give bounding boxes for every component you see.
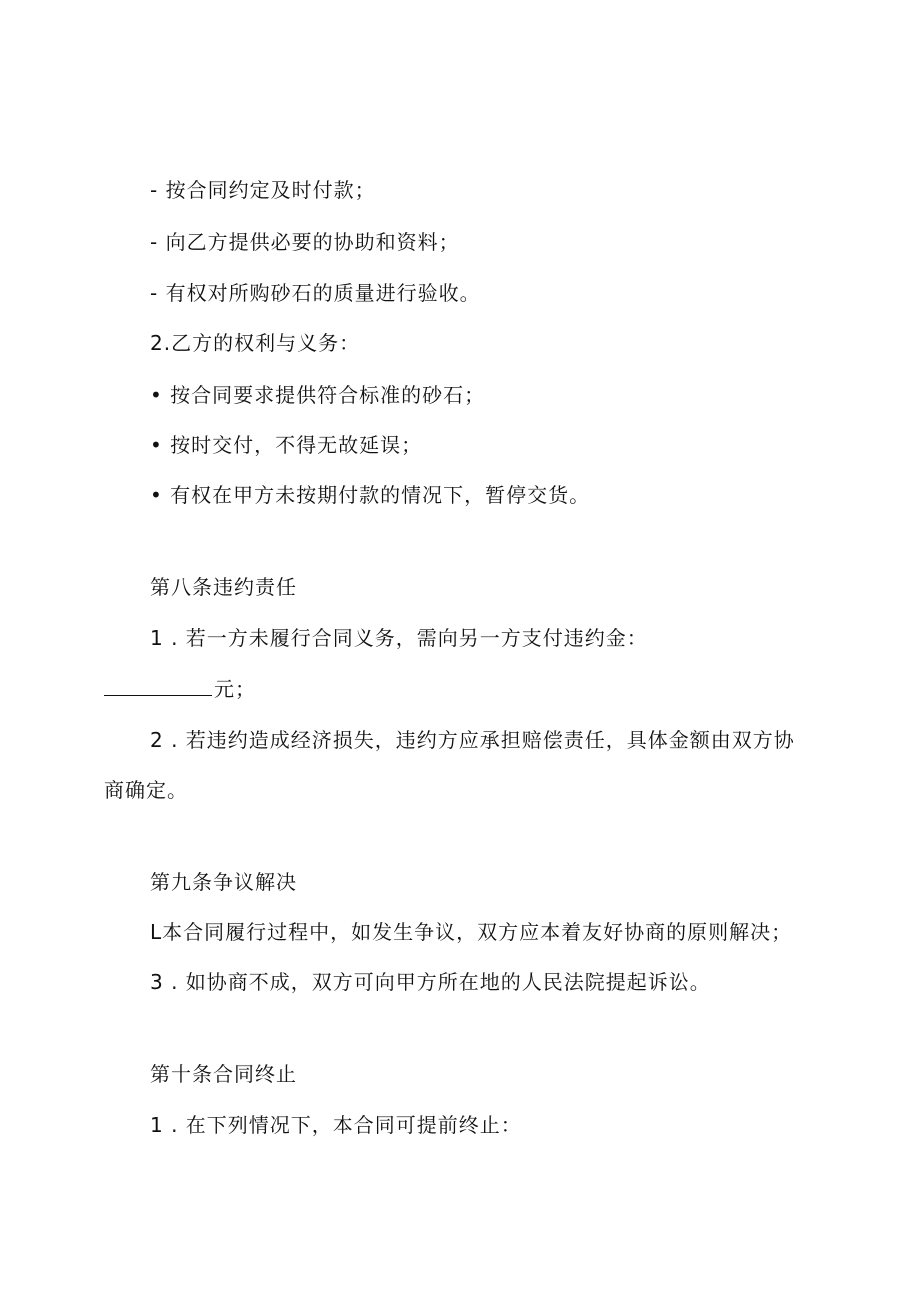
article-9-item-1: L本合同履行过程中，如发生争议，双方应本着友好协商的原则解决；	[150, 920, 793, 944]
party-b-duty-3: • 有权在甲方未按期付款的情况下，暂停交货。	[150, 483, 591, 507]
article-9-item-3: 3 . 如协商不成，双方可向甲方所在地的人民法院提起诉讼。	[150, 970, 711, 994]
article-8-title: 第八条违约责任	[150, 575, 297, 599]
article-10-title: 第十条合同终止	[150, 1062, 297, 1086]
article-10-item-1: 1 . 在下列情况下，本合同可提前终止：	[150, 1113, 522, 1137]
article-8-item-2: 2 . 若违约造成经济损失，违约方应承担赔偿责任，具体金额由双方协	[150, 728, 795, 752]
party-b-heading: 2.乙方的权利与义务：	[150, 331, 361, 355]
party-b-duty-2: • 按时交付，不得无故延误；	[150, 433, 423, 457]
article-9-title: 第九条争议解决	[150, 870, 297, 894]
party-a-duty-2: - 向乙方提供必要的协助和资料；	[150, 230, 460, 254]
penalty-amount-line	[104, 675, 256, 703]
party-a-duty-1: - 按合同约定及时付款；	[150, 178, 376, 202]
penalty-amount-suffix: 元；	[214, 677, 256, 701]
penalty-amount-blank	[104, 675, 212, 696]
article-8-item-1: 1 . 若一方未履行合同义务，需向另一方支付违约金：	[150, 626, 648, 650]
party-b-duty-1: • 按合同要求提供符合标准的砂石；	[150, 383, 486, 407]
article-8-item-2-cont: 商确定。	[104, 778, 188, 802]
party-a-duty-3: - 有权对所购砂石的质量进行验收。	[150, 281, 481, 305]
